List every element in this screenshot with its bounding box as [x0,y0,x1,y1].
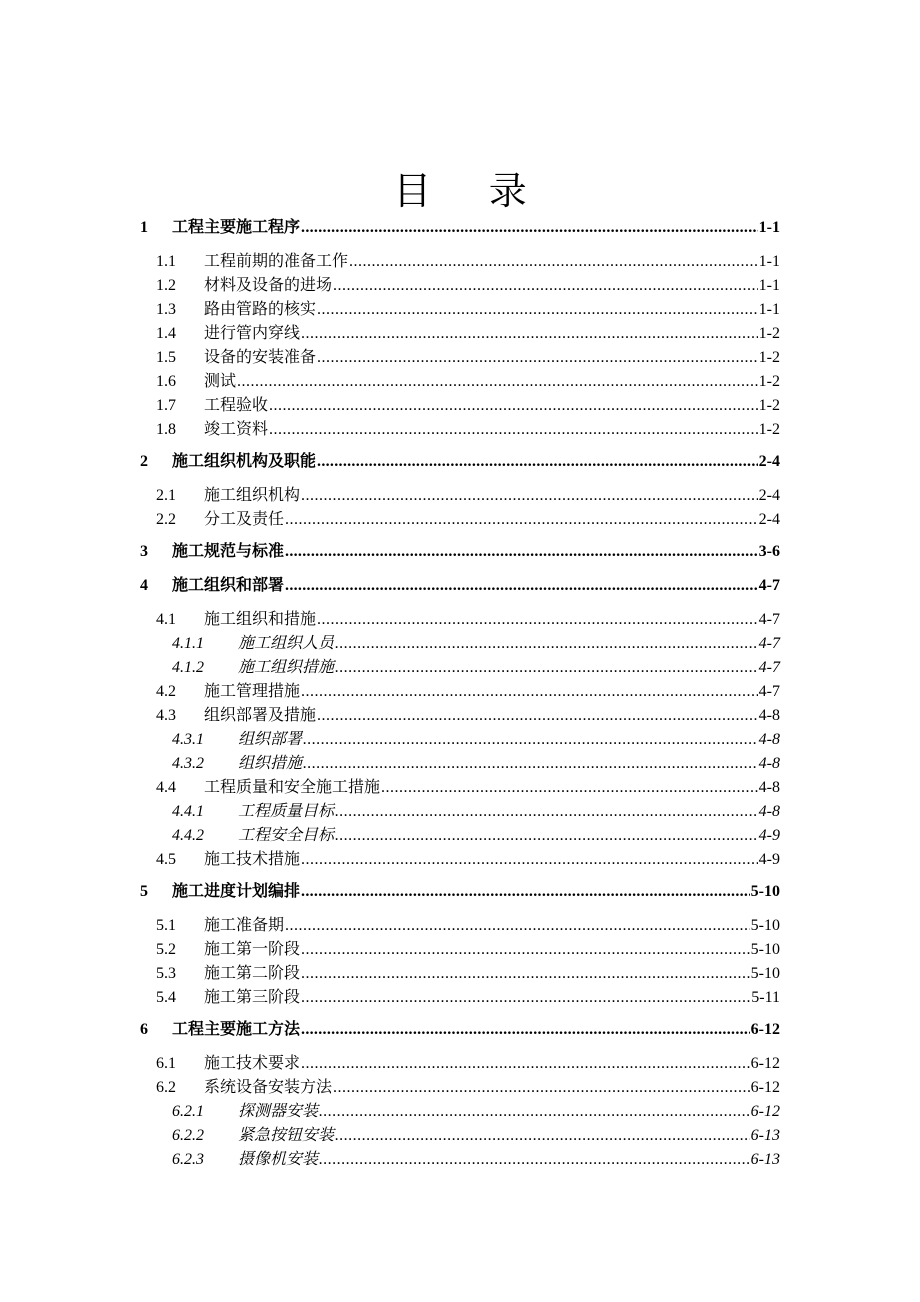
toc-entry-title: 工程质量和安全施工措施 [204,779,381,796]
toc-entry-title: 设备的安装准备 [204,349,317,366]
toc-entry[interactable] [140,298,780,322]
toc-entry-title: 施工组织机构及职能 [172,453,317,470]
toc-entry-title: 工程质量目标 [238,803,335,820]
toc-entry-number: 6.2 [156,1079,176,1096]
toc-dot-leader [303,752,758,776]
toc-entry-title: 施工进度计划编排 [172,883,301,900]
toc-entry-page: 6-12 [750,1021,780,1038]
toc-entry[interactable] [140,216,780,242]
toc-entry-number: 6.2.2 [172,1127,204,1144]
toc-dot-leader [317,450,758,474]
toc-entry-number: 4.3.1 [172,731,204,748]
toc-entry-title: 施工组织和部署 [172,577,285,594]
toc-dot-leader [285,508,758,532]
toc-entry-title: 摄像机安装 [238,1151,319,1168]
toc-entry-number: 5.3 [156,965,176,982]
toc-dot-leader [317,298,758,322]
toc-entry[interactable] [140,1124,780,1148]
toc-entry-page: 6-12 [750,1055,780,1072]
toc-entry[interactable] [140,680,780,704]
toc-dot-leader [335,656,758,680]
toc-entry-title: 系统设备安装方法 [204,1079,333,1096]
toc-entry-title: 施工组织人员 [238,635,335,652]
toc-dot-leader [333,1076,750,1100]
toc-entry-title: 施工技术要求 [204,1055,301,1072]
toc-dot-leader [303,728,758,752]
toc-entry-number: 1.5 [156,349,176,366]
toc-dot-leader [301,880,750,904]
toc-dot-leader [301,986,750,1010]
toc-entry[interactable] [140,962,780,986]
toc-entry-number: 2 [140,453,148,470]
toc-entry-page: 1-1 [758,219,780,236]
toc-entry-number: 6.2.1 [172,1103,204,1120]
toc-entry[interactable] [140,1076,780,1100]
toc-entry-number: 4.4 [156,779,176,796]
toc-entry-title: 施工组织机构 [204,487,301,504]
toc-entry-number: 4.3 [156,707,176,724]
toc-entry-number: 4.3.2 [172,755,204,772]
toc-entry-number: 4.4.2 [172,827,204,844]
toc-entry[interactable] [140,450,780,476]
toc-entry-page: 4-8 [758,779,780,796]
toc-entry[interactable] [140,824,780,848]
toc-entry[interactable] [140,752,780,776]
toc-entry-number: 4.4.1 [172,803,204,820]
toc-entry-title: 施工技术措施 [204,851,301,868]
toc-entry[interactable] [140,1148,780,1172]
toc-entry-page: 6-13 [750,1151,780,1168]
toc-entry[interactable] [140,632,780,656]
toc-dot-leader [285,574,758,598]
toc-entry-title: 工程主要施工方法 [172,1021,301,1038]
toc-dot-leader [301,848,758,872]
toc-entry-page: 1-2 [758,349,780,366]
toc-entry-title: 施工管理措施 [204,683,301,700]
toc-entry-title: 路由管路的核实 [204,301,317,318]
toc-entry-page: 4-8 [758,755,780,772]
toc-dot-leader [335,824,758,848]
toc-entry-title: 工程主要施工程序 [172,219,301,236]
toc-entry[interactable] [140,880,780,906]
toc-entry-page: 6-12 [750,1103,780,1120]
toc-dot-leader [285,540,758,564]
toc-entry-number: 3 [140,543,148,560]
toc-entry-page: 1-2 [758,397,780,414]
toc-entry[interactable] [140,986,780,1010]
toc-entry-title: 竣工资料 [204,421,269,438]
table-of-contents [140,208,780,1172]
toc-entry-title: 施工第三阶段 [204,989,301,1006]
toc-entry-page: 4-7 [758,577,780,594]
toc-entry-title: 工程前期的准备工作 [204,253,349,270]
toc-entry-page: 5-10 [750,965,780,982]
toc-entry-page: 2-4 [758,511,780,528]
toc-dot-leader [285,914,750,938]
toc-entry-number: 4.1 [156,611,176,628]
toc-entry[interactable] [140,656,780,680]
toc-entry-title: 组织措施 [238,755,303,772]
toc-entry-number: 5 [140,883,148,900]
toc-entry-title: 进行管内穿线 [204,325,301,342]
toc-dot-leader [381,776,758,800]
toc-dot-leader [301,680,758,704]
toc-dot-leader [349,250,758,274]
toc-entry[interactable] [140,1100,780,1124]
toc-entry-title: 紧急按钮安装 [238,1127,335,1144]
toc-entry-number: 4 [140,577,148,594]
toc-dot-leader [301,938,750,962]
toc-entry[interactable] [140,938,780,962]
toc-entry[interactable] [140,704,780,728]
toc-entry-title: 探测器安装 [238,1103,319,1120]
toc-entry[interactable] [140,274,780,298]
toc-entry-page: 4-7 [758,659,780,676]
toc-entry-number: 1.8 [156,421,176,438]
toc-entry[interactable] [140,728,780,752]
toc-entry-number: 5.1 [156,917,176,934]
toc-entry-page: 5-10 [750,941,780,958]
toc-dot-leader [269,394,758,418]
toc-entry-page: 1-1 [758,253,780,270]
toc-entry-page: 1-2 [758,421,780,438]
toc-dot-leader [335,632,758,656]
toc-entry[interactable] [140,608,780,632]
toc-entry-page: 5-11 [751,989,780,1006]
toc-entry-number: 4.2 [156,683,176,700]
toc-entry-page: 2-4 [758,487,780,504]
toc-dot-leader [335,1124,750,1148]
toc-entry-page: 4-9 [758,827,780,844]
toc-entry-page: 4-8 [758,707,780,724]
toc-entry-title: 组织部署 [238,731,303,748]
toc-entry-page: 1-1 [758,277,780,294]
toc-dot-leader [301,962,750,986]
toc-entry-page: 4-7 [758,611,780,628]
toc-entry[interactable] [140,574,780,600]
toc-entry-title: 工程安全目标 [238,827,335,844]
toc-entry[interactable] [140,484,780,508]
toc-entry[interactable] [140,776,780,800]
toc-entry[interactable] [140,508,780,532]
toc-entry[interactable] [140,394,780,418]
toc-entry-number: 6.2.3 [172,1151,204,1168]
toc-entry-page: 4-8 [758,731,780,748]
toc-entry[interactable] [140,800,780,824]
toc-entry-number: 1.3 [156,301,176,318]
toc-entry-page: 5-10 [750,883,780,900]
toc-entry[interactable] [140,250,780,274]
toc-entry[interactable] [140,418,780,442]
toc-dot-leader [301,1052,750,1076]
toc-dot-leader [317,608,758,632]
toc-entry-title: 施工准备期 [204,917,285,934]
toc-dot-leader [301,484,758,508]
toc-entry-number: 1 [140,219,148,236]
toc-entry-number: 1.7 [156,397,176,414]
toc-dot-leader [319,1100,750,1124]
toc-entry-page: 1-2 [758,373,780,390]
toc-entry-number: 1.1 [156,253,176,270]
toc-dot-leader [301,1018,750,1042]
toc-entry[interactable] [140,346,780,370]
toc-dot-leader [301,216,758,240]
toc-entry-page: 1-2 [758,325,780,342]
toc-dot-leader [301,322,758,346]
toc-entry[interactable] [140,914,780,938]
toc-entry-title: 施工规范与标准 [172,543,285,560]
toc-entry-number: 4.1.2 [172,659,204,676]
toc-entry-page: 4-8 [758,803,780,820]
toc-entry[interactable] [140,540,780,566]
toc-entry-number: 6.1 [156,1055,176,1072]
toc-entry-title: 材料及设备的进场 [204,277,333,294]
toc-entry-number: 2.1 [156,487,176,504]
toc-entry-title: 组织部署及措施 [204,707,317,724]
toc-entry-page: 4-7 [758,683,780,700]
toc-entry-number: 6 [140,1021,148,1038]
toc-entry-page: 4-7 [758,635,780,652]
toc-entry[interactable] [140,848,780,872]
toc-entry-title: 施工第一阶段 [204,941,301,958]
toc-entry-page: 5-10 [750,917,780,934]
toc-entry-number: 5.2 [156,941,176,958]
toc-entry-number: 5.4 [156,989,176,1006]
toc-entry[interactable] [140,1052,780,1076]
toc-entry-page: 1-1 [758,301,780,318]
toc-dot-leader [317,346,758,370]
toc-entry[interactable] [140,1018,780,1044]
toc-entry-title: 施工组织措施 [238,659,335,676]
toc-entry-title: 施工组织和措施 [204,611,317,628]
toc-dot-leader [333,274,758,298]
toc-dot-leader [317,704,758,728]
toc-entry-number: 1.2 [156,277,176,294]
toc-dot-leader [319,1148,750,1172]
toc-dot-leader [335,800,758,824]
toc-entry-title: 测试 [204,373,237,390]
toc-entry-page: 6-12 [750,1079,780,1096]
toc-entry-number: 1.4 [156,325,176,342]
toc-entry-number: 1.6 [156,373,176,390]
toc-dot-leader [269,418,758,442]
toc-entry[interactable] [140,370,780,394]
toc-entry-title: 分工及责任 [204,511,285,528]
toc-entry-number: 2.2 [156,511,176,528]
toc-entry[interactable] [140,322,780,346]
toc-entry-page: 2-4 [758,453,780,470]
toc-dot-leader [237,370,758,394]
toc-entry-title: 工程验收 [204,397,269,414]
toc-entry-page: 3-6 [758,543,780,560]
toc-entry-page: 6-13 [750,1127,780,1144]
toc-entry-page: 4-9 [758,851,780,868]
toc-entry-title: 施工第二阶段 [204,965,301,982]
toc-entry-number: 4.5 [156,851,176,868]
toc-entry-number: 4.1.1 [172,635,204,652]
page-title: 目 录 [393,171,551,213]
